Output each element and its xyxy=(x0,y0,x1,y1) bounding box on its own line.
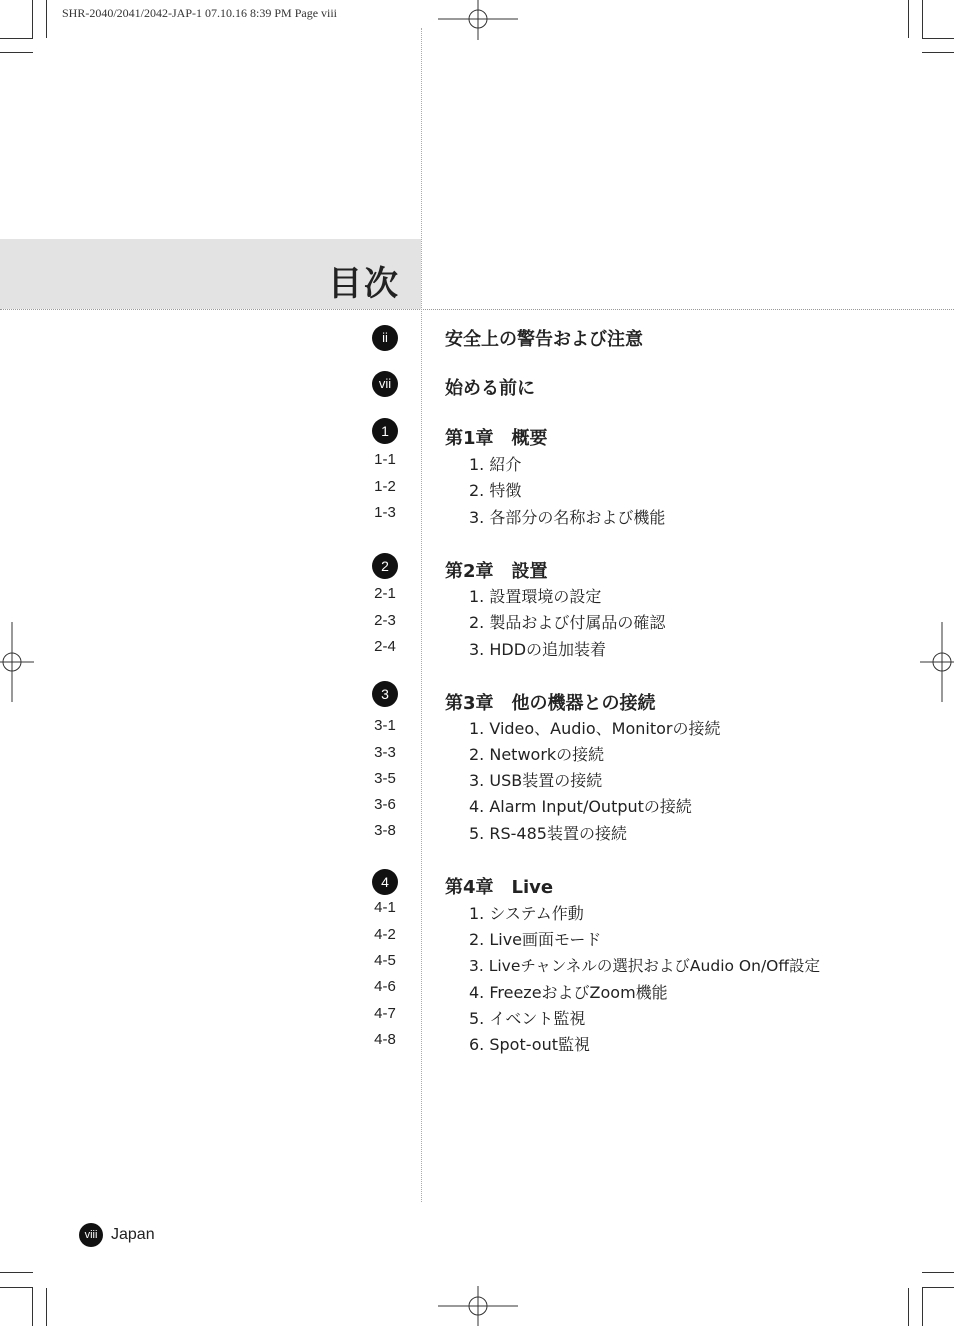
page-number: 4-1 xyxy=(374,899,396,916)
print-header-note: SHR-2040/2041/2042-JAP-1 07.10.16 8:39 PM Page viii xyxy=(62,6,338,20)
section-heading: 始める前に xyxy=(445,378,535,399)
section-badge: vii xyxy=(372,371,398,397)
section-badge: ii xyxy=(372,325,398,351)
toc-item: 3. 各部分の名称および機能 xyxy=(469,508,666,527)
registration-mark-icon xyxy=(0,622,34,702)
chapter-heading: 第1章 概要 xyxy=(445,428,548,449)
toc-item: 5. イベント監視 xyxy=(469,1009,586,1028)
page-number: 3-5 xyxy=(374,770,396,787)
registration-mark-icon xyxy=(920,622,954,702)
page-number: 1-1 xyxy=(374,451,396,468)
chapter-heading: 第2章 設置 xyxy=(445,561,548,582)
page-number: 3-8 xyxy=(374,822,396,839)
toc-item: 1. Video、Audio、Monitorの接続 xyxy=(469,719,721,738)
toc-item: 4. Alarm Input/Outputの接続 xyxy=(469,797,692,816)
toc-item: 1. 設置環境の設定 xyxy=(469,587,602,606)
toc-item: 3. Liveチャンネルの選択およびAudio On/Off設定 xyxy=(469,957,821,975)
toc-item: 6. Spot-out監視 xyxy=(469,1035,591,1054)
chapter-badge: 2 xyxy=(372,553,398,579)
footer-page-badge: viii xyxy=(79,1223,103,1247)
page-number: 4-2 xyxy=(374,926,396,943)
toc-item: 2. Live画面モード xyxy=(469,930,602,949)
chapter-badge: 3 xyxy=(372,681,398,707)
chapter-heading: 第3章 他の機器との接続 xyxy=(445,693,656,714)
toc-item: 3. USB装置の接続 xyxy=(469,771,603,790)
page-number: 4-8 xyxy=(374,1031,396,1048)
column-divider xyxy=(421,28,422,1202)
page-number: 4-7 xyxy=(374,1005,396,1022)
registration-mark-icon xyxy=(438,1286,518,1326)
section-heading: 安全上の警告および注意 xyxy=(445,329,643,350)
page-number: 2-3 xyxy=(374,612,396,629)
title-divider xyxy=(0,309,954,310)
toc-item: 1. 紹介 xyxy=(469,455,522,474)
page-number: 3-6 xyxy=(374,796,396,813)
chapter-badge: 4 xyxy=(372,869,398,895)
toc-item: 2. Networkの接続 xyxy=(469,745,605,764)
page-title: 目次 xyxy=(328,264,400,304)
chapter-badge: 1 xyxy=(372,418,398,444)
chapter-heading: 第4章 Live xyxy=(445,877,554,898)
toc-item: 2. 製品および付属品の確認 xyxy=(469,613,666,632)
page-number: 1-3 xyxy=(374,504,396,521)
page-number: 1-2 xyxy=(374,478,396,495)
footer-label: Japan xyxy=(111,1226,155,1243)
registration-mark-icon xyxy=(438,0,518,40)
toc-item: 2. 特徴 xyxy=(469,481,522,500)
page-number: 4-5 xyxy=(374,952,396,969)
toc-item: 4. FreezeおよびZoom機能 xyxy=(469,983,668,1002)
toc-item: 3. HDDの追加装着 xyxy=(469,640,607,659)
toc-item: 5. RS-485装置の接続 xyxy=(469,824,627,843)
page-number: 4-6 xyxy=(374,978,396,995)
page-number: 2-4 xyxy=(374,638,396,655)
toc-item: 1. システム作動 xyxy=(469,904,584,923)
page-number: 3-1 xyxy=(374,717,396,734)
page-number: 2-1 xyxy=(374,585,396,602)
page-number: 3-3 xyxy=(374,744,396,761)
